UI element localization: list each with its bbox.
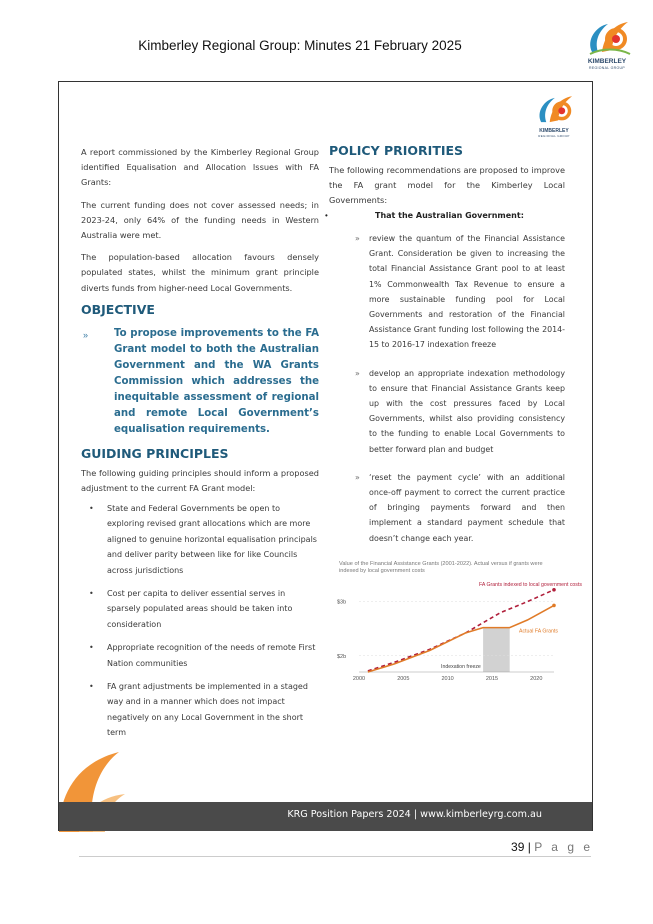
kimberley-logo-icon bbox=[578, 18, 636, 58]
recommendation-text: ‘reset the payment cycle’ with an additional once-off payment to correct the current practice of bringing payments forward and then implement a standard payment schedule that doesn’t change each year. bbox=[369, 472, 565, 543]
recommendation-text: review the quantum of the Financial Assistance Grant. Consideration be given to increasing the total Financial Assistance Grant pool to at least 1% Commonwealth Tax Revenue to ensure a more sustainable funding pool for Local Governments and restoration of the Financial Assistance Grant funding lost following the 2014-15 to 2016-17 indexation freeze bbox=[369, 234, 565, 350]
inner-logo-icon bbox=[529, 92, 579, 128]
inner-kimberley-logo bbox=[529, 92, 579, 142]
series-end-point bbox=[552, 588, 556, 592]
recommendation-item bbox=[355, 231, 565, 353]
page-number-separator: | bbox=[527, 840, 531, 854]
bullet-icon: • bbox=[89, 643, 94, 653]
freeze-band bbox=[483, 628, 510, 672]
principles-list bbox=[81, 501, 319, 749]
objective-text: To propose improvements to the FA Grant model to both the Australian Government and the WA Grants Commission which addresses the inequitable assessment of regional and remote Local Government’s equalisation requirements. bbox=[114, 328, 319, 435]
bullet-icon: • bbox=[89, 682, 94, 692]
page-number-value: 39 bbox=[511, 840, 525, 854]
chevron-bullet-icon: » bbox=[355, 472, 360, 482]
principle-text: Appropriate recognition of the needs of remote First Nation communities bbox=[107, 643, 316, 668]
bullet-icon: • bbox=[89, 504, 94, 513]
inner-logo-sub: REGIONAL GROUP bbox=[538, 134, 570, 138]
left-column bbox=[81, 145, 319, 303]
footer-divider bbox=[79, 856, 591, 857]
indexed-series-label: FA Grants indexed to local government costs bbox=[479, 582, 582, 588]
principle-item bbox=[81, 679, 319, 741]
intro-paragraph-3: The population-based allocation favours densely populated states, whilst the minimum grant principle diverts funds from higher-need Local Governments. bbox=[81, 252, 319, 293]
kimberley-logo bbox=[578, 18, 636, 74]
x-tick-label: 2015 bbox=[485, 676, 499, 682]
x-tick-label: 2020 bbox=[530, 676, 543, 682]
objective-bullet-icon: » bbox=[83, 330, 89, 340]
x-tick-label: 2005 bbox=[397, 676, 410, 682]
principle-text: Cost per capita to deliver essential serves in sparsely populated areas should be taken into consideration bbox=[107, 589, 293, 629]
recommendation-item bbox=[355, 366, 565, 457]
bullet-icon: • bbox=[89, 589, 94, 599]
recommendation-text: develop an appropriate indexation methodology to ensure that Financial Assistance Grants keep up with the cost pressures faced by Local Governments, whilst also providing consistency to the funding to enable Local Governments to better forward plan and budget bbox=[369, 368, 565, 454]
freeze-label: Indexation freeze bbox=[441, 664, 481, 670]
fa-grants-chart bbox=[329, 572, 582, 692]
principle-item bbox=[81, 640, 319, 671]
principle-item bbox=[81, 586, 319, 632]
page-number bbox=[511, 840, 593, 854]
actual-series-label: Actual FA Grants bbox=[519, 628, 558, 635]
page-header-title: Kimberley Regional Group: Minutes 21 February 2025 bbox=[138, 38, 462, 53]
sub-heading-bullet-icon: • bbox=[325, 211, 328, 220]
logo-brand-text: KIMBERLEY bbox=[587, 58, 627, 65]
y-tick-label: $3b bbox=[337, 599, 347, 606]
chevron-bullet-icon: » bbox=[355, 368, 360, 378]
report-page-image bbox=[58, 81, 593, 831]
logo-sub-text: REGIONAL GROUP bbox=[589, 66, 625, 70]
x-tick-label: 2000 bbox=[352, 676, 366, 682]
intro-paragraph-1: A report commissioned by the Kimberley Regional Group identified Equalisation and Allocation Issues with FA Grants: bbox=[81, 147, 319, 188]
principle-text: State and Federal Governments be open to exploring revised grant allocations which are more aligned to genuine horizontal equalisation principals and deliver parity between like for like Councils across jurisdictions bbox=[107, 504, 317, 575]
y-tick-label: $2b bbox=[337, 653, 347, 660]
chart-title: Value of the Financial Assistance Grants (2001-2022). Actual versus if grants were indexed by local government costs bbox=[339, 561, 543, 574]
objective-heading: OBJECTIVE bbox=[81, 302, 155, 317]
footer-text: KRG Position Papers 2024 | www.kimberleyrg.com.au bbox=[287, 809, 542, 820]
page-label: P a g e bbox=[534, 840, 593, 854]
recommendation-item bbox=[355, 470, 565, 546]
intro-paragraph-2: The current funding does not cover assessed needs; in 2023-24, only 64% of the funding needs in Western Australia were met. bbox=[81, 199, 319, 241]
series-end-point bbox=[552, 604, 556, 608]
x-tick-label: 2010 bbox=[441, 676, 454, 682]
policy-intro: The following recommendations are proposed to improve the FA grant model for the Kimberley Local Governments: bbox=[329, 165, 565, 206]
principle-item bbox=[81, 501, 319, 578]
chevron-bullet-icon: » bbox=[355, 234, 360, 243]
guiding-principles-heading: GUIDING PRINCIPLES bbox=[81, 446, 229, 461]
policy-priorities-heading: POLICY PRIORITIES bbox=[329, 143, 464, 158]
inner-logo-brand: KIMBERLEY bbox=[539, 128, 569, 134]
policy-sub-heading: That the Australian Government: bbox=[375, 211, 524, 220]
principles-intro: The following guiding principles should inform a proposed adjustment to the current FA Grant model: bbox=[81, 468, 319, 494]
recommendations-list bbox=[355, 231, 565, 559]
principle-text: FA grant adjustments be implemented in a staged way and in a manner which does not impact negatively on any Local Government in the short term bbox=[107, 682, 308, 738]
